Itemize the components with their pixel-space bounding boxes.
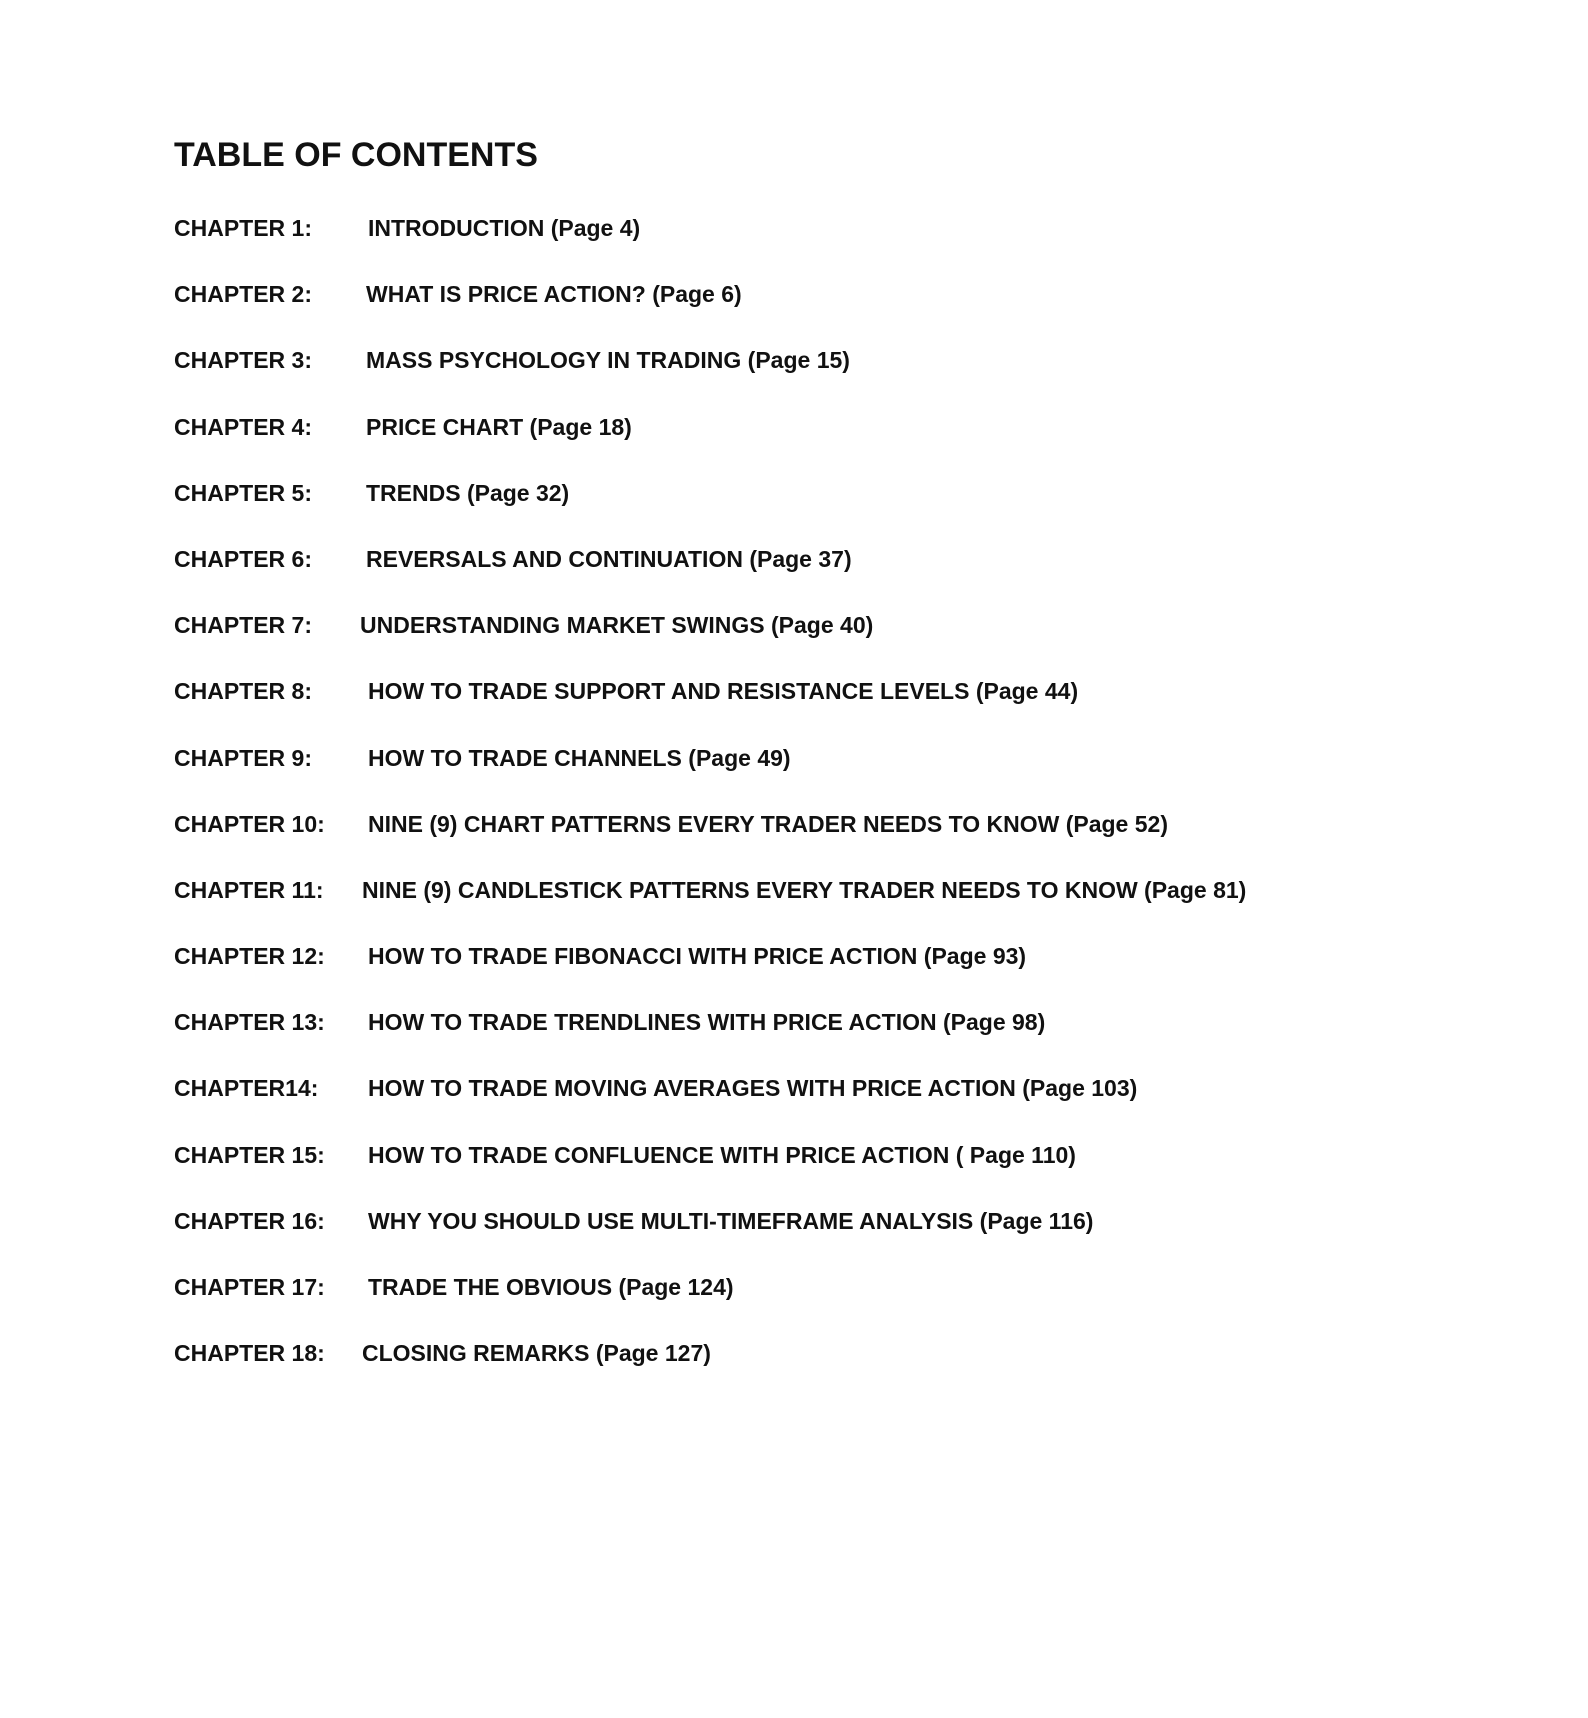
chapter-label: CHAPTER 16: — [174, 1207, 325, 1234]
chapter-label: CHAPTER 18: — [174, 1340, 325, 1367]
chapter-label: CHAPTER 17: — [174, 1274, 325, 1300]
chapter-title: NINE (9) CHART PATTERNS EVERY TRADER NEEDS TO KNOW (Page 52) — [368, 810, 1168, 837]
chapter-title: HOW TO TRADE TRENDLINES WITH PRICE ACTION (Page 98) — [368, 1009, 1046, 1036]
chapter-title: HOW TO TRADE FIBONACCI WITH PRICE ACTION (Page 93) — [368, 943, 1027, 970]
chapter-title: INTRODUCTION (Page 4) — [368, 215, 641, 241]
chapter-label: CHAPTER 11: — [174, 876, 324, 903]
toc-entry-chapter-12 — [174, 941, 1474, 1007]
toc-entry-chapter-1 — [174, 213, 1474, 279]
toc-entry-chapter-18 — [174, 1338, 1474, 1404]
toc-entry-chapter-15 — [174, 1140, 1474, 1206]
chapter-title: HOW TO TRADE CONFLUENCE WITH PRICE ACTION ( Page 110) — [368, 1141, 1076, 1168]
chapter-title: NINE (9) CANDLESTICK PATTERNS EVERY TRADER NEEDS TO KNOW (Page 81) — [362, 876, 1247, 903]
chapter-label: CHAPTER 7: — [174, 612, 313, 639]
chapter-label: CHAPTER 10: — [174, 810, 325, 837]
chapter-title: HOW TO TRADE MOVING AVERAGES WITH PRICE ACTION (Page 103) — [368, 1075, 1138, 1102]
toc-entry-chapter-5 — [174, 478, 1474, 544]
toc-entry-chapter-2 — [174, 279, 1474, 345]
toc-entry-chapter-7 — [174, 610, 1474, 676]
toc-entry-chapter-14 — [174, 1073, 1474, 1139]
toc-entry-chapter-10 — [174, 809, 1474, 875]
toc-list — [174, 213, 1474, 1404]
toc-entry-chapter-8 — [174, 676, 1474, 742]
chapter-label: CHAPTER 15: — [174, 1141, 325, 1168]
chapter-title: PRICE CHART (Page 18) — [366, 413, 632, 440]
chapter-title: UNDERSTANDING MARKET SWINGS (Page 40) — [360, 612, 874, 639]
chapter-title: WHY YOU SHOULD USE MULTI-TIMEFRAME ANALYSIS (Page 116) — [368, 1207, 1094, 1234]
chapter-label: CHAPTER 3: — [174, 347, 313, 374]
chapter-title: CLOSING REMARKS (Page 127) — [362, 1340, 711, 1367]
chapter-label: CHAPTER 6: — [174, 545, 313, 572]
chapter-title: TRENDS (Page 32) — [366, 479, 570, 506]
chapter-label: CHAPTER 2: — [174, 281, 313, 308]
chapter-label: CHAPTER 5: — [174, 479, 313, 506]
page-title: TABLE OF CONTENTS — [174, 136, 538, 174]
toc-entry-chapter-6 — [174, 544, 1474, 610]
toc-entry-chapter-4 — [174, 412, 1474, 478]
toc-entry-chapter-3 — [174, 345, 1474, 411]
chapter-title: HOW TO TRADE CHANNELS (Page 49) — [368, 744, 791, 771]
chapter-label: CHAPTER 12: — [174, 943, 325, 970]
chapter-title: TRADE THE OBVIOUS (Page 124) — [368, 1274, 734, 1300]
chapter-label: CHAPTER 13: — [174, 1009, 325, 1036]
chapter-title: WHAT IS PRICE ACTION? (Page 6) — [366, 281, 742, 308]
toc-entry-chapter-13 — [174, 1007, 1474, 1073]
chapter-title: MASS PSYCHOLOGY IN TRADING (Page 15) — [366, 347, 850, 374]
chapter-label: CHAPTER 8: — [174, 678, 313, 705]
toc-entry-chapter-9 — [174, 743, 1474, 809]
chapter-label: CHAPTER 9: — [174, 744, 313, 771]
toc-entry-chapter-11 — [174, 875, 1474, 941]
chapter-label: CHAPTER 1: — [174, 215, 313, 241]
chapter-title: REVERSALS AND CONTINUATION (Page 37) — [366, 545, 852, 572]
chapter-label: CHAPTER 4: — [174, 413, 313, 440]
chapter-label: CHAPTER14: — [174, 1075, 319, 1102]
chapter-title: HOW TO TRADE SUPPORT AND RESISTANCE LEVELS (Page 44) — [368, 678, 1079, 705]
toc-entry-chapter-17 — [174, 1272, 1474, 1338]
toc-entry-chapter-16 — [174, 1206, 1474, 1272]
